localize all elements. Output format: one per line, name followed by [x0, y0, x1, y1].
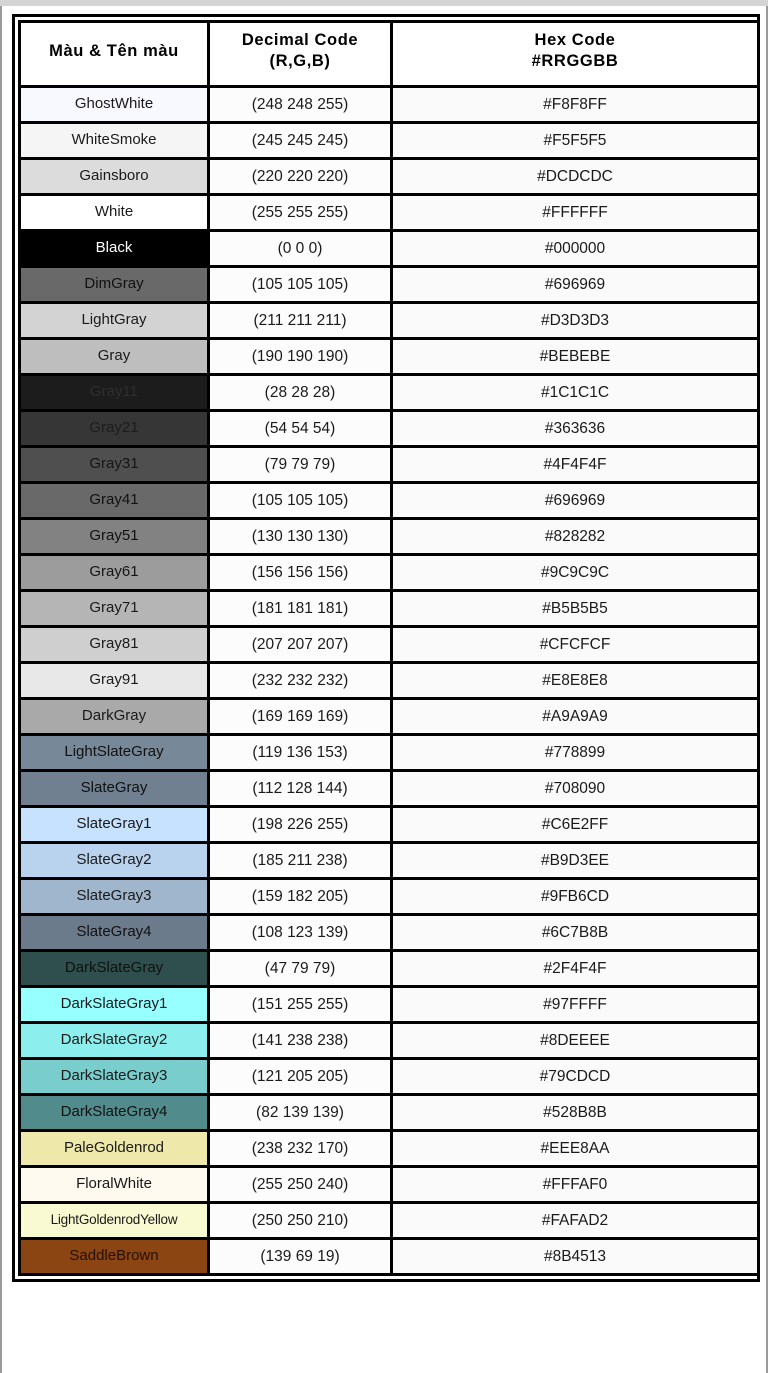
table-row: [18, 340, 760, 376]
table-row: [18, 1132, 760, 1168]
decimal-code-cell: (238 232 170): [210, 1132, 393, 1168]
hex-code-cell: #528B8B: [393, 1096, 760, 1132]
color-swatch-cell: GhostWhite: [18, 88, 210, 124]
color-swatch-cell: LightGray: [18, 304, 210, 340]
table-row: [18, 1168, 760, 1204]
color-swatch-cell: Gray41: [18, 484, 210, 520]
color-swatch-cell: Gray31: [18, 448, 210, 484]
hex-code-cell: #4F4F4F: [393, 448, 760, 484]
decimal-code-cell: (105 105 105): [210, 484, 393, 520]
color-swatch-cell: Gray11: [18, 376, 210, 412]
table-row: [18, 844, 760, 880]
table-row: [18, 808, 760, 844]
color-swatch-cell: LightGoldenrodYellow: [18, 1204, 210, 1240]
decimal-code-cell: (190 190 190): [210, 340, 393, 376]
decimal-code-cell: (185 211 238): [210, 844, 393, 880]
decimal-code-cell: (220 220 220): [210, 160, 393, 196]
hex-code-cell: #FFFAF0: [393, 1168, 760, 1204]
color-swatch-cell: White: [18, 196, 210, 232]
decimal-code-cell: (130 130 130): [210, 520, 393, 556]
table-row: [18, 484, 760, 520]
decimal-code-cell: (169 169 169): [210, 700, 393, 736]
hex-code-cell: #79CDCD: [393, 1060, 760, 1096]
hex-code-cell: #C6E2FF: [393, 808, 760, 844]
table-row: [18, 1096, 760, 1132]
decimal-code-cell: (181 181 181): [210, 592, 393, 628]
table-row: [18, 1240, 760, 1276]
decimal-code-cell: (245 245 245): [210, 124, 393, 160]
decimal-code-cell: (121 205 205): [210, 1060, 393, 1096]
table-row: [18, 124, 760, 160]
color-swatch-cell: Gray51: [18, 520, 210, 556]
decimal-code-cell: (28 28 28): [210, 376, 393, 412]
color-swatch-cell: SaddleBrown: [18, 1240, 210, 1276]
color-swatch-cell: Gray91: [18, 664, 210, 700]
column-header-hex-code: [393, 20, 760, 88]
table-row: [18, 1024, 760, 1060]
decimal-code-cell: (198 226 255): [210, 808, 393, 844]
table-row: [18, 88, 760, 124]
hex-code-cell: #000000: [393, 232, 760, 268]
table-header: [18, 20, 760, 88]
hex-code-cell: #8B4513: [393, 1240, 760, 1276]
table-row: [18, 664, 760, 700]
hex-code-cell: #708090: [393, 772, 760, 808]
decimal-code-cell: (248 248 255): [210, 88, 393, 124]
color-swatch-cell: Gray71: [18, 592, 210, 628]
column-header-decimal-code-line1: Decimal Code: [241, 31, 359, 50]
color-swatch-cell: DarkSlateGray: [18, 952, 210, 988]
hex-code-cell: #97FFFF: [393, 988, 760, 1024]
table-row: [18, 520, 760, 556]
color-swatch-cell: DarkSlateGray1: [18, 988, 210, 1024]
hex-code-cell: #D3D3D3: [393, 304, 760, 340]
hex-code-cell: #363636: [393, 412, 760, 448]
table-row: [18, 448, 760, 484]
color-swatch-cell: DimGray: [18, 268, 210, 304]
decimal-code-cell: (255 250 240): [210, 1168, 393, 1204]
hex-code-cell: #A9A9A9: [393, 700, 760, 736]
color-swatch-cell: PaleGoldenrod: [18, 1132, 210, 1168]
decimal-code-cell: (0 0 0): [210, 232, 393, 268]
color-reference-table: [18, 20, 760, 1276]
hex-code-cell: #B5B5B5: [393, 592, 760, 628]
table-row: [18, 700, 760, 736]
table-row: [18, 628, 760, 664]
table-row: [18, 772, 760, 808]
color-swatch-cell: Gray: [18, 340, 210, 376]
hex-code-cell: #EEE8AA: [393, 1132, 760, 1168]
hex-code-cell: #696969: [393, 484, 760, 520]
decimal-code-cell: (250 250 210): [210, 1204, 393, 1240]
table-row: [18, 376, 760, 412]
hex-code-cell: #FFFFFF: [393, 196, 760, 232]
table-row: [18, 412, 760, 448]
table-row: [18, 880, 760, 916]
color-swatch-cell: Gray21: [18, 412, 210, 448]
table-row: [18, 988, 760, 1024]
color-swatch-cell: DarkSlateGray2: [18, 1024, 210, 1060]
table-row: [18, 592, 760, 628]
hex-code-cell: #2F4F4F: [393, 952, 760, 988]
table-row: [18, 1204, 760, 1240]
hex-code-cell: #F8F8FF: [393, 88, 760, 124]
column-header-decimal-code: [210, 20, 393, 88]
decimal-code-cell: (255 255 255): [210, 196, 393, 232]
column-header-decimal-code-line2: (R,G,B): [269, 52, 331, 70]
decimal-code-cell: (105 105 105): [210, 268, 393, 304]
color-swatch-cell: FloralWhite: [18, 1168, 210, 1204]
hex-code-cell: #DCDCDC: [393, 160, 760, 196]
decimal-code-cell: (156 156 156): [210, 556, 393, 592]
table-row: [18, 232, 760, 268]
decimal-code-cell: (151 255 255): [210, 988, 393, 1024]
color-swatch-cell: Gainsboro: [18, 160, 210, 196]
column-header-color-name: [18, 20, 210, 88]
hex-code-cell: #FAFAD2: [393, 1204, 760, 1240]
color-swatch-cell: Black: [18, 232, 210, 268]
color-swatch-cell: DarkSlateGray3: [18, 1060, 210, 1096]
table-header-row: [18, 20, 760, 88]
decimal-code-cell: (108 123 139): [210, 916, 393, 952]
hex-code-cell: #BEBEBE: [393, 340, 760, 376]
hex-code-cell: #828282: [393, 520, 760, 556]
decimal-code-cell: (207 207 207): [210, 628, 393, 664]
table-row: [18, 304, 760, 340]
hex-code-cell: #8DEEEE: [393, 1024, 760, 1060]
table-row: [18, 556, 760, 592]
color-swatch-cell: SlateGray3: [18, 880, 210, 916]
color-swatch-cell: SlateGray4: [18, 916, 210, 952]
hex-code-cell: #1C1C1C: [393, 376, 760, 412]
column-header-hex-code-line1: Hex Code: [534, 31, 616, 50]
decimal-code-cell: (54 54 54): [210, 412, 393, 448]
page-frame: [0, 6, 768, 1373]
hex-code-cell: #696969: [393, 268, 760, 304]
table-row: [18, 160, 760, 196]
decimal-code-cell: (82 139 139): [210, 1096, 393, 1132]
hex-code-cell: #CFCFCF: [393, 628, 760, 664]
decimal-code-cell: (139 69 19): [210, 1240, 393, 1276]
table-row: [18, 916, 760, 952]
hex-code-cell: #6C7B8B: [393, 916, 760, 952]
color-swatch-cell: DarkSlateGray4: [18, 1096, 210, 1132]
decimal-code-cell: (141 238 238): [210, 1024, 393, 1060]
table-row: [18, 268, 760, 304]
table-row: [18, 736, 760, 772]
column-header-hex-code-line2: #RRGGBB: [531, 52, 619, 70]
decimal-code-cell: (119 136 153): [210, 736, 393, 772]
hex-code-cell: #F5F5F5: [393, 124, 760, 160]
table-body: [18, 88, 760, 1276]
decimal-code-cell: (112 128 144): [210, 772, 393, 808]
table-row: [18, 952, 760, 988]
color-swatch-cell: SlateGray2: [18, 844, 210, 880]
color-swatch-cell: LightSlateGray: [18, 736, 210, 772]
table-row: [18, 1060, 760, 1096]
hex-code-cell: #9FB6CD: [393, 880, 760, 916]
table-row: [18, 196, 760, 232]
decimal-code-cell: (159 182 205): [210, 880, 393, 916]
hex-code-cell: #778899: [393, 736, 760, 772]
decimal-code-cell: (79 79 79): [210, 448, 393, 484]
color-swatch-cell: WhiteSmoke: [18, 124, 210, 160]
hex-code-cell: #E8E8E8: [393, 664, 760, 700]
decimal-code-cell: (232 232 232): [210, 664, 393, 700]
color-reference-table-container: [12, 14, 760, 1282]
color-swatch-cell: SlateGray1: [18, 808, 210, 844]
decimal-code-cell: (211 211 211): [210, 304, 393, 340]
hex-code-cell: #9C9C9C: [393, 556, 760, 592]
color-swatch-cell: DarkGray: [18, 700, 210, 736]
decimal-code-cell: (47 79 79): [210, 952, 393, 988]
column-header-color-name-line1: Màu & Tên màu: [49, 41, 179, 60]
color-swatch-cell: Gray81: [18, 628, 210, 664]
color-swatch-cell: Gray61: [18, 556, 210, 592]
color-swatch-cell: SlateGray: [18, 772, 210, 808]
hex-code-cell: #B9D3EE: [393, 844, 760, 880]
